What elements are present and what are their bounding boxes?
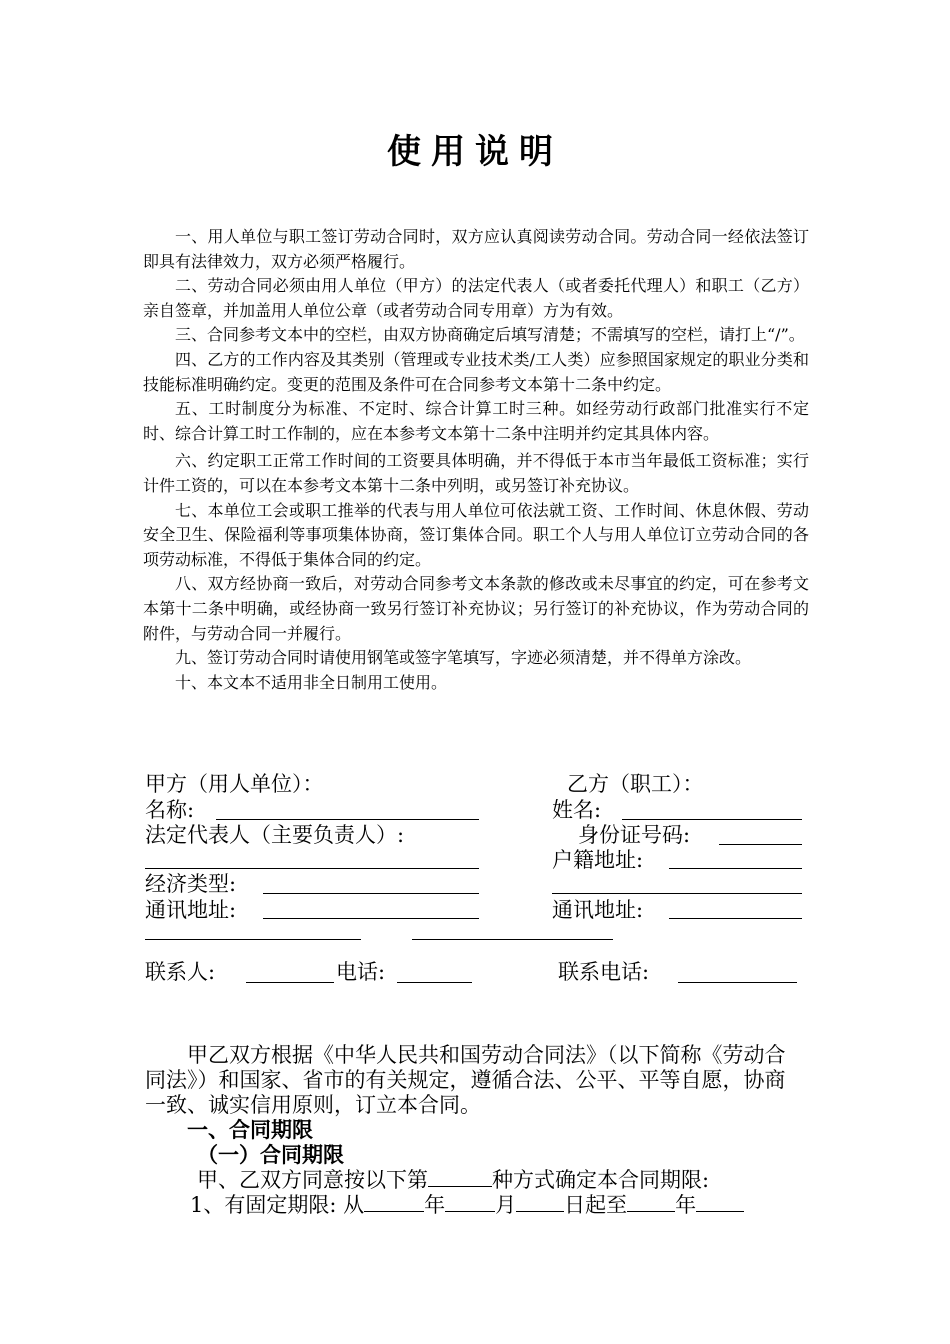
party-b-name-label: 姓名: — [552, 798, 602, 822]
contract-body — [145, 1043, 805, 1218]
section-heading: 一、合同期限 — [187, 1118, 313, 1142]
fixed-term-line — [145, 1193, 805, 1218]
party-b-id-label: 身份证号码: — [578, 823, 691, 847]
party-b-hukou-label: 户籍地址: — [552, 848, 644, 872]
end-year-blank[interactable] — [627, 1193, 675, 1212]
instructions-list — [143, 225, 809, 695]
day-from-label: 日起至 — [564, 1193, 628, 1217]
party-b-phone-field[interactable] — [678, 982, 797, 983]
note-2: 二、劳动合同必须由用人单位（甲方）的法定代表人（或者委托代理人）和职工（乙方）亲自签章，并加盖用人单位公章（或者劳动合同专用章）方为有效。 — [143, 276, 809, 320]
note-7: 七、本单位工会或职工推举的代表与用人单位可依法就工资、工作时间、休息休假、劳动安全卫生、保险福利等事项集体协商，签订集体合同。职工个人与用人单位订立劳动合同的各项劳动标准，不得低于集体合同的约定。 — [143, 500, 809, 569]
party-b-heading: 乙方（职工）： — [567, 772, 704, 796]
party-a-addr-field-2[interactable] — [145, 939, 361, 940]
party-b-phone-label: 联系电话: — [558, 960, 650, 984]
note-8: 八、双方经协商一致后，对劳动合同参考文本条款的修改或未尽事宜的约定，可在参考文本第十二条中明确，或经协商一致另行签订补充协议；另行签订的补充协议，作为劳动合同的附件，与劳动合同一并履行。 — [143, 574, 809, 643]
note-10: 十、本文本不适用非全日制用工使用。 — [175, 672, 448, 692]
party-b-addr-label: 通讯地址: — [552, 898, 644, 922]
party-b-addr-field[interactable] — [669, 918, 802, 919]
subsection-heading: （一）合同期限 — [197, 1143, 344, 1167]
party-a-addr-field[interactable] — [263, 918, 479, 919]
term-method-blank[interactable] — [428, 1168, 492, 1187]
party-a-econ-field[interactable] — [263, 893, 479, 894]
note-9: 九、签订劳动合同时请使用钢笔或签字笔填写，字迹必须清楚，并不得单方涂改。 — [175, 648, 752, 668]
party-a-phone-label: 电话: — [336, 960, 386, 984]
note-6: 六、约定职工正常工作时间的工资要具体明确，并不得低于本市当年最低工资标准；实行计件工资的，可以在本参考文本第十二条中列明，或另签订补充协议。 — [143, 451, 809, 495]
year-label: 年 — [424, 1193, 446, 1217]
party-a-name-label: 名称: — [145, 798, 195, 822]
end-month-blank[interactable] — [696, 1193, 744, 1212]
year2-label: 年 — [675, 1193, 697, 1217]
party-a-rep-field[interactable] — [145, 868, 479, 869]
note-3: 三、合同参考文本中的空栏，由双方协商确定后填写清楚；不需填写的空栏，请打上“/”。 — [175, 325, 805, 345]
month-label: 月 — [495, 1193, 517, 1217]
party-b-hukou-field-2[interactable] — [552, 893, 802, 894]
term-method-prefix: 甲、乙双方同意按以下第 — [197, 1168, 428, 1192]
start-month-blank[interactable] — [445, 1193, 495, 1212]
note-4: 四、乙方的工作内容及其类别（管理或专业技术类/工人类）应参照国家规定的职业分类和技能标准明确约定。变更的范围及条件可在合同参考文本第十二条中约定。 — [143, 349, 809, 394]
term-method-line — [145, 1168, 805, 1193]
note-5: 五、工时制度分为标准、不定时、综合计算工时三种。如经劳动行政部门批准实行不定时、综合计算工时工作制的，应在本参考文本第十二条中注明并约定其具体内容。 — [143, 399, 809, 443]
contract-intro: 甲乙双方根据《中华人民共和国劳动合同法》（以下简称《劳动合同法》）和国家、省市的有关规定，遵循合法、公平、平等自愿，协商一致、诚实信用原则，订立本合同。 — [145, 1043, 786, 1117]
page-title: 使用说明 — [387, 132, 563, 172]
party-a-name-field[interactable] — [216, 819, 479, 820]
start-year-blank[interactable] — [364, 1193, 424, 1212]
party-a-phone-field[interactable] — [397, 982, 472, 983]
party-a-addr-label: 通讯地址: — [145, 898, 237, 922]
party-a-contact-field[interactable] — [246, 982, 334, 983]
fixed-term-prefix: 1、有固定期限: 从 — [190, 1193, 365, 1217]
term-method-suffix: 种方式确定本合同期限: — [492, 1168, 710, 1192]
party-a-heading: 甲方（用人单位）： — [145, 772, 324, 796]
party-b-hukou-field[interactable] — [669, 868, 802, 869]
party-a-contact-label: 联系人: — [145, 960, 216, 984]
note-1: 一、用人单位与职工签订劳动合同时，双方应认真阅读劳动合同。劳动合同一经依法签订即具有法律效力，双方必须严格履行。 — [143, 227, 809, 271]
party-a-rep-label: 法定代表人（主要负责人）: — [145, 823, 405, 847]
party-a-econ-label: 经济类型: — [145, 872, 237, 896]
party-b-id-field[interactable] — [719, 844, 802, 845]
party-b-name-field[interactable] — [622, 819, 802, 820]
start-day-blank[interactable] — [516, 1193, 564, 1212]
party-b-addr-field-2[interactable] — [412, 939, 613, 940]
